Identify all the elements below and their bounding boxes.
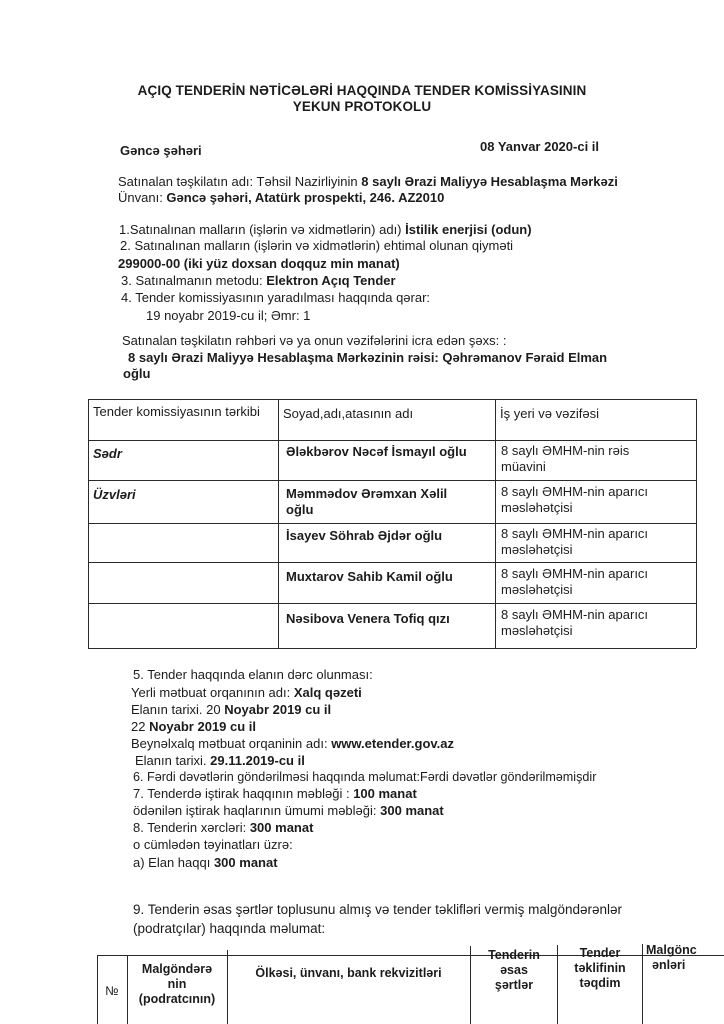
section8-including: o cümlədən təyinatları üzrə: (133, 837, 293, 852)
local-press-label: Yerli mətbuat orqanının adı: (131, 685, 294, 700)
intl-press-value: www.etender.gov.az (331, 736, 454, 751)
head-person-label: Satınalan təşkilatın rəhbəri və ya onun vəzifələrini icra edən şəxs: : (122, 333, 507, 348)
col-offer-l3: təqdim (579, 976, 621, 990)
table-row-position: 8 saylı ƏMHM-nin aparıcı məsləhətçisi (501, 484, 649, 515)
table-row-name: Məmmədov Ərəmxan Xəlil oğlu (286, 486, 448, 517)
date3-label: Elanın tarixi. (135, 753, 211, 768)
table-row-name: İsayev Söhrab Əjdər oğlu (286, 528, 443, 543)
table-row-name: Muxtarov Sahib Kamil oğlu (286, 569, 453, 584)
section7-total-fees (133, 803, 444, 819)
item-2-value: 299000-00 (iki yüz doxsan doqquz min manat) (118, 256, 400, 271)
date3-value: 29.11.2019-cu il (210, 753, 305, 768)
item-1-value: İstilik enerjisi (odun) (405, 222, 532, 237)
col-number: № (105, 984, 119, 998)
section5-intl-press (131, 736, 454, 752)
ad-fee-value: 300 manat (213, 855, 278, 870)
col-offer-l1: Tender (579, 946, 621, 960)
section5-date3 (135, 753, 305, 769)
table-row-position: 8 saylı ƏMHM-nin rəis müavini (501, 443, 630, 474)
table-border (97, 955, 98, 1024)
col-offer-submission (559, 946, 641, 991)
ad-fee-label: a) Elan haqqı (133, 855, 214, 870)
org-name-label: Satınalan təşkilatın adı: Təhsil Nazirliyinin (118, 174, 362, 189)
section5-local-press (131, 685, 362, 701)
table-border (88, 603, 696, 604)
table-border (88, 480, 696, 481)
col-suppliers (646, 943, 724, 973)
col-suppliers-l2: ənləri (652, 958, 686, 972)
col-basic-terms-l2: əsas (500, 963, 528, 977)
table-border (127, 955, 128, 1024)
table-border (88, 440, 696, 441)
table-header-name: Soyad,adı,atasının adı (283, 406, 414, 421)
document-title-line2: YEKUN PROTOKOLU (292, 99, 432, 114)
item-3-value: Elektron Açıq Tender (266, 273, 396, 288)
document-title-line1: AÇIQ TENDERİN NƏTİCƏLƏRİ HAQQINDA TENDER KOMİSSİYASININ (137, 83, 587, 98)
table-border (88, 562, 696, 563)
table-border (88, 648, 696, 649)
col-supplier-l3: (podratcının) (138, 992, 216, 1006)
table-border (557, 945, 558, 1024)
total-fees-value: 300 manat (380, 803, 444, 818)
head-person-line2: oğlu (123, 366, 151, 381)
table-row-position: 8 saylı ƏMHM-nin aparıcı məsləhətçisi (501, 607, 649, 638)
item-3-label: 3. Satınalmanın metodu: (121, 273, 267, 288)
costs-label: 8. Tenderin xərcləri: (133, 820, 250, 835)
table-header-role: Tender komissiyasının tərkibi (93, 404, 260, 419)
org-address-label: Ünvanı: (118, 190, 167, 205)
city: Gəncə şəhəri (120, 143, 202, 158)
section5-heading: 5. Tender haqqında elanın dərc olunması: (133, 667, 373, 682)
section8-ad-fee (133, 855, 278, 871)
col-supplier (129, 962, 225, 1007)
org-name-value: 8 saylı Ərazi Maliyyə Hesablaşma Mərkəzi (361, 174, 618, 189)
table-border (696, 399, 697, 648)
section9-line2: (podratçılar) haqqında məlumat: (133, 921, 326, 936)
section5-date2 (131, 719, 256, 735)
item-4-value: 19 noyabr 2019-cu il; Əmr: 1 (146, 308, 311, 323)
head-person-line1: 8 saylı Ərazi Maliyyə Hesablaşma Mərkəzinin rəisi: Qəhrəmanov Fəraid Elman (128, 350, 608, 365)
table-border (642, 944, 643, 1024)
date1-label: Elanın tarixi. 20 (131, 702, 225, 717)
intl-press-label: Beynəlxalq mətbuat orqaninin adı: (131, 736, 332, 751)
item-3 (121, 273, 396, 289)
table-row-position: 8 saylı ƏMHM-nin aparıcı məsləhətçisi (501, 566, 649, 597)
table-border (470, 946, 471, 1024)
date2-label: 22 (131, 719, 150, 734)
item-1-label: 1.Satınalınan malların (işlərin və xidmətlərin) adı) (119, 222, 406, 237)
section6-invitations: 6. Fərdi dəvətlərin göndərilməsi haqqında məlumat:Fərdi dəvətlər göndərilməmişdir (133, 770, 597, 784)
table-border (278, 399, 279, 648)
table-border (88, 399, 696, 400)
col-basic-terms-l1: Tenderin (488, 948, 540, 962)
item-1 (119, 222, 532, 238)
date2-value: Noyabr 2019 cu il (149, 719, 257, 734)
org-address-value: Gəncə şəhəri, Atatürk prospekti, 246. AZ2010 (166, 190, 445, 205)
total-fees-label: ödənilən iştirak haqlarının ümumi məbləği: (133, 803, 381, 818)
date: 08 Yanvar 2020-ci il (480, 139, 600, 154)
col-supplier-l1: Malgöndərə (141, 962, 213, 976)
table-row-position: 8 saylı ƏMHM-nin aparıcı məsləhətçisi (501, 526, 649, 557)
table-row-role: Üzvləri (93, 487, 136, 502)
fee-value: 100 manat (353, 786, 417, 801)
item-2-label: 2. Satınalınan malların (işlərin və xidmətlərin) ehtimal olunan qiyməti (120, 238, 514, 253)
col-basic-terms (472, 948, 556, 993)
date1-value: Noyabr 2019 cu il (224, 702, 332, 717)
section7-fee (133, 786, 417, 802)
table-border (88, 399, 89, 648)
col-offer-l2: təklifinin (574, 961, 626, 975)
col-supplier-l2: nin (167, 977, 187, 991)
table-row-name: Ələkbərov Nəcəf İsmayıl oğlu (286, 444, 467, 459)
table-border (495, 399, 496, 648)
fee-label: 7. Tenderdə iştirak haqqının məbləği : (133, 786, 354, 801)
section9-line1: 9. Tenderin əsas şərtlər toplusunu almış və tender təklifləri vermiş malgöndərənlər (133, 902, 622, 917)
table-border (227, 950, 228, 1024)
org-name-line (118, 174, 618, 190)
item-4-label: 4. Tender komissiyasının yaradılması haqqında qərar: (121, 290, 431, 305)
costs-value: 300 manat (249, 820, 314, 835)
section8-costs (133, 820, 313, 836)
section5-date1 (131, 702, 331, 718)
col-basic-terms-l3: şərtlər (494, 978, 534, 992)
org-address-line (118, 190, 444, 206)
col-country-address: Ölkəsi, ünvanı, bank rekvizitləri (255, 966, 442, 980)
local-press-value: Xalq qəzeti (293, 685, 362, 700)
col-suppliers-l1: Malgönc (646, 943, 697, 957)
table-row-name: Nəsibova Venera Tofiq qızı (286, 611, 450, 626)
table-row-role: Sədr (93, 446, 122, 461)
table-border (88, 523, 696, 524)
table-header-position: İş yeri və vəzifəsi (500, 406, 599, 421)
